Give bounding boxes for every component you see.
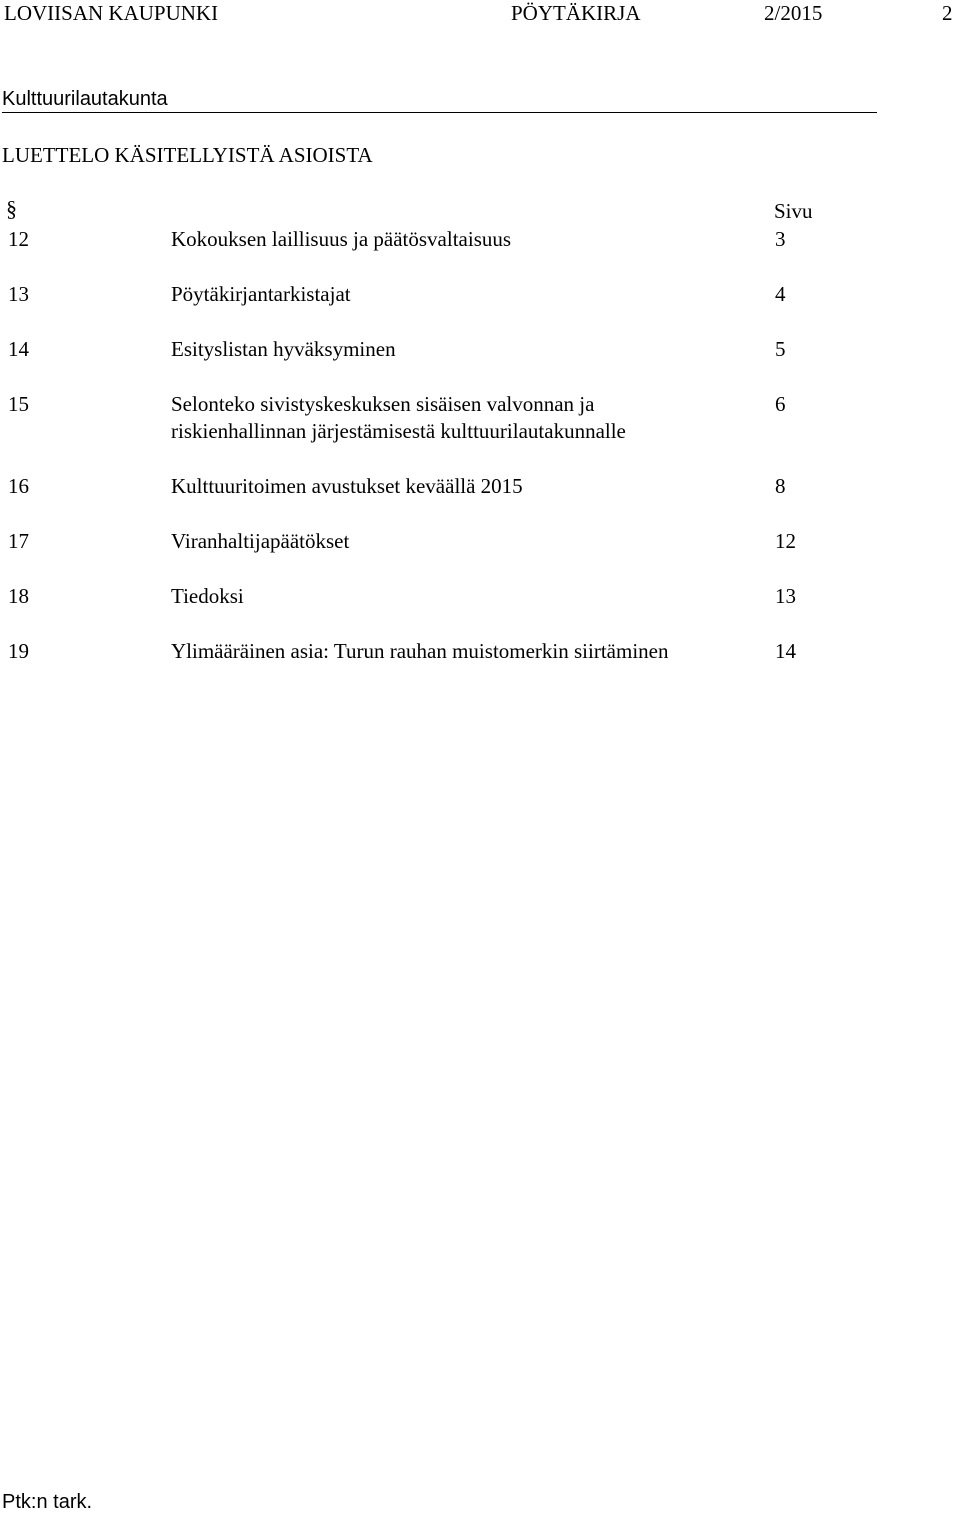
item-page: 8 xyxy=(775,474,786,498)
item-title: Selonteko sivistyskeskuksen sisäisen valvonnan ja xyxy=(171,392,595,416)
item-title: Tiedoksi xyxy=(171,584,244,608)
item-title: Esityslistan hyväksyminen xyxy=(171,337,396,361)
item-title: Viranhaltijapäätökset xyxy=(171,529,350,553)
header-page-number: 2 xyxy=(942,1,953,25)
item-number: 14 xyxy=(8,337,29,361)
item-title: Kokouksen laillisuus ja päätösvaltaisuus xyxy=(171,227,512,251)
committee-underline xyxy=(2,112,877,113)
item-number: 19 xyxy=(8,639,29,663)
committee-name: Kulttuurilautakunta xyxy=(2,88,168,110)
item-page: 6 xyxy=(775,392,786,416)
section-symbol: § xyxy=(6,196,17,221)
item-page: 3 xyxy=(775,227,786,251)
item-title-continued: riskienhallinnan järjestämisestä kulttuurilautakunnalle xyxy=(171,419,626,443)
page-column-label: Sivu xyxy=(774,199,813,223)
list-title: LUETTELO KÄSITELLYISTÄ ASIOISTA xyxy=(2,143,373,167)
item-number: 18 xyxy=(8,584,29,608)
item-title: Pöytäkirjantarkistajat xyxy=(171,282,351,306)
item-number: 13 xyxy=(8,282,29,306)
item-number: 15 xyxy=(8,392,29,416)
header-document-type: PÖYTÄKIRJA xyxy=(511,1,641,25)
item-title: Ylimääräinen asia: Turun rauhan muistomerkin siirtäminen xyxy=(171,639,669,663)
footer-minutes-checked: Ptk:n tark. xyxy=(2,1491,93,1513)
header-document-number: 2/2015 xyxy=(764,1,823,25)
item-page: 12 xyxy=(775,529,796,553)
item-number: 16 xyxy=(8,474,29,498)
item-page: 14 xyxy=(775,639,796,663)
item-number: 17 xyxy=(8,529,29,553)
header-city: LOVIISAN KAUPUNKI xyxy=(4,1,219,25)
item-page: 4 xyxy=(775,282,786,306)
item-page: 5 xyxy=(775,337,786,361)
item-title: Kulttuuritoimen avustukset keväällä 2015 xyxy=(171,474,523,498)
item-page: 13 xyxy=(775,584,796,608)
item-number: 12 xyxy=(8,227,29,251)
